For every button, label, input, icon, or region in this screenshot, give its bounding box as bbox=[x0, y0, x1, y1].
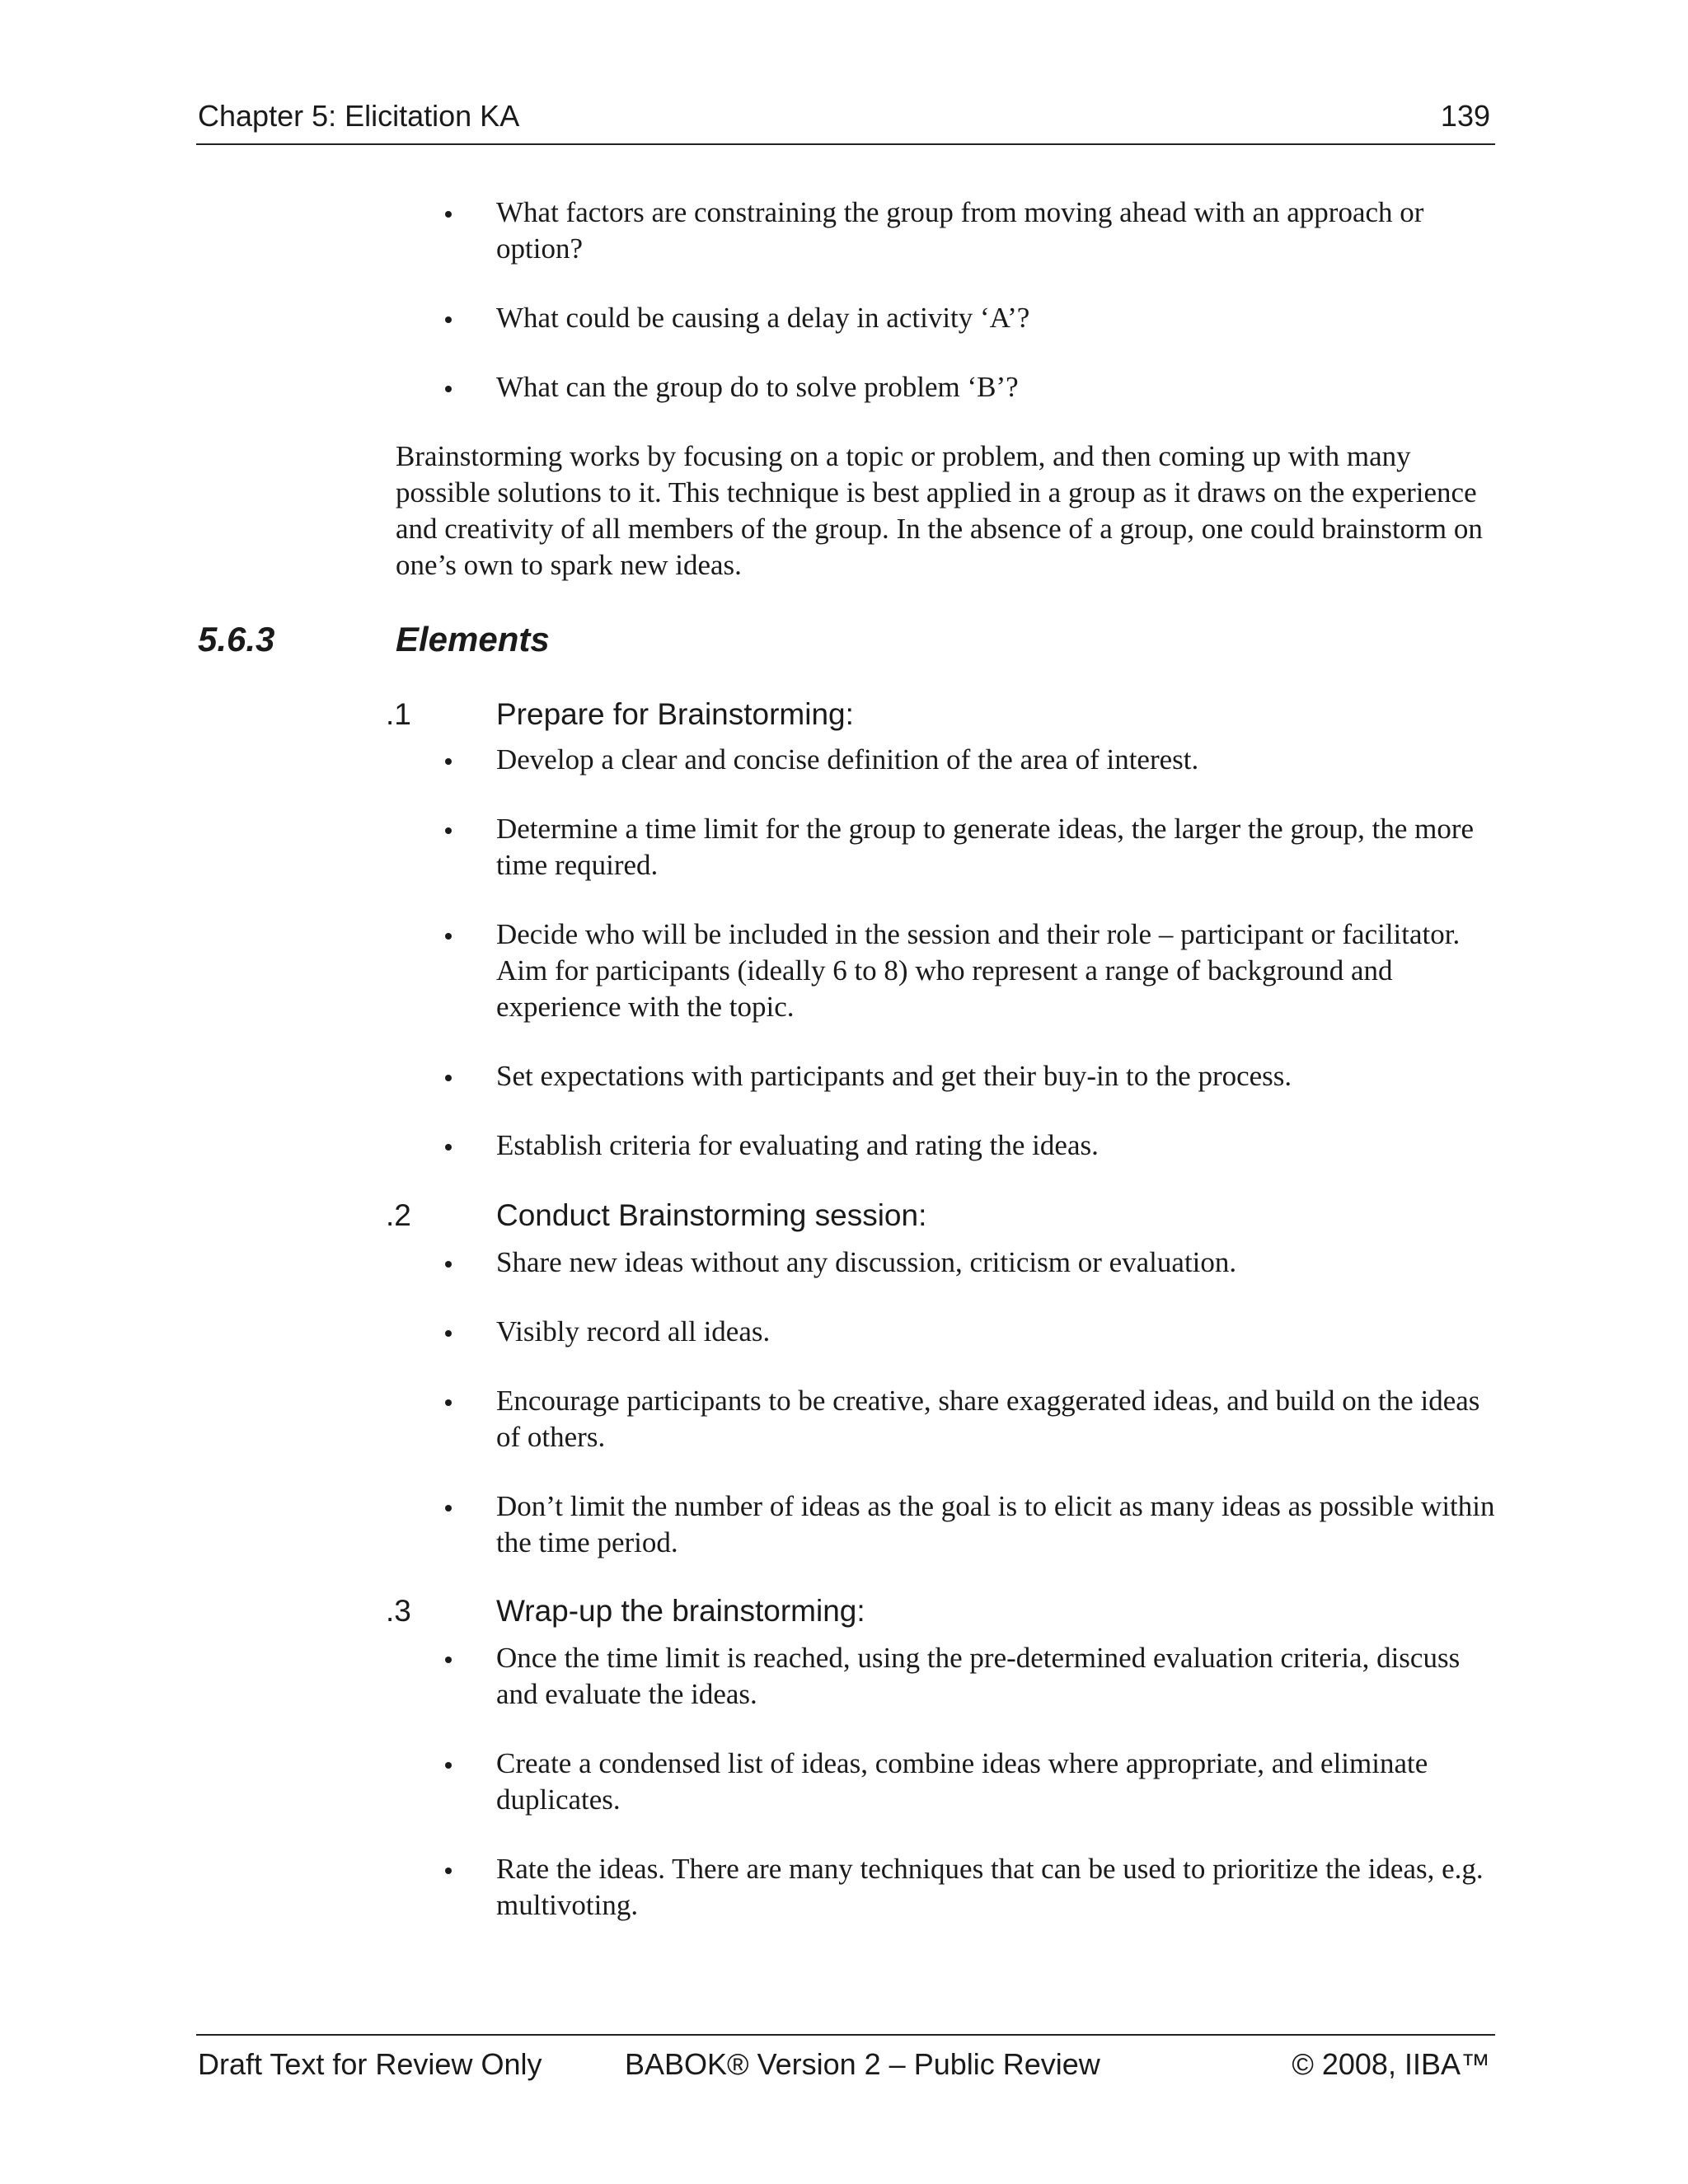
bullet-dot bbox=[445, 1144, 452, 1151]
list-item: Develop a clear and concise definition of the area of interest. bbox=[496, 743, 1199, 776]
list-item: Encourage participants to be creative, share exaggerated ideas, and build on the ideas of others. bbox=[496, 1385, 1480, 1453]
element-number: .1 bbox=[386, 697, 411, 731]
list-item: What factors are constraining the group from moving ahead with an approach or option? bbox=[496, 196, 1424, 265]
bullet-dot bbox=[445, 933, 452, 940]
list-item: Establish criteria for evaluating and rating the ideas. bbox=[496, 1129, 1099, 1161]
body-paragraph: Brainstorming works by focusing on a topic or problem, and then coming up with many possible solutions to it. This technique is best applied in a group as it draws on the experience and creativity of all members of the group. In the absence of a group, one could brainstorm on one’s own to spark new ideas. bbox=[396, 440, 1483, 581]
bullet-dot bbox=[445, 1762, 452, 1769]
footer-draft-notice: Draft Text for Review Only bbox=[198, 2047, 542, 2081]
footer-copyright: © 2008, IIBA™ bbox=[1292, 2047, 1490, 2081]
element-heading bbox=[386, 1198, 1457, 1240]
list-item: Visibly record all ideas. bbox=[496, 1315, 771, 1347]
list-item: Set expectations with participants and get their buy-in to the process. bbox=[496, 1060, 1292, 1092]
element-heading bbox=[386, 1594, 1457, 1635]
bullet-dot bbox=[445, 1505, 452, 1511]
bullet-dot bbox=[445, 1330, 452, 1337]
bullet-dot bbox=[445, 1261, 452, 1268]
bullet-dot bbox=[445, 1399, 452, 1406]
element-title: Wrap-up the brainstorming: bbox=[496, 1594, 865, 1628]
footer-version: BABOK® Version 2 – Public Review bbox=[625, 2047, 1100, 2081]
list-item: Decide who will be included in the session and their role – participant or facilitator. Aim for participants (ideally 6 to 8) who represent a range of background and experience with the topic. bbox=[496, 918, 1461, 1023]
page-footer bbox=[196, 2034, 1495, 2085]
bullet-dot bbox=[445, 211, 452, 218]
bullet-dot bbox=[445, 758, 452, 765]
bullet-dot bbox=[445, 827, 452, 834]
page-number: 139 bbox=[1440, 99, 1490, 133]
element-number: .2 bbox=[386, 1198, 411, 1232]
list-item: Create a condensed list of ideas, combine ideas where appropriate, and eliminate duplicates. bbox=[496, 1747, 1428, 1816]
chapter-title: Chapter 5: Elicitation KA bbox=[198, 99, 520, 133]
bullet-dot bbox=[445, 1868, 452, 1874]
list-item: Share new ideas without any discussion, criticism or evaluation. bbox=[496, 1246, 1237, 1278]
bullet-dot bbox=[445, 1075, 452, 1081]
section-heading bbox=[196, 620, 1432, 669]
element-title: Conduct Brainstorming session: bbox=[496, 1198, 927, 1232]
bullet-dot bbox=[445, 316, 452, 323]
list-item: Determine a time limit for the group to generate ideas, the larger the group, the more time required. bbox=[496, 813, 1475, 881]
section-title: Elements bbox=[396, 620, 550, 658]
element-heading bbox=[386, 697, 1457, 738]
list-item: Once the time limit is reached, using the pre-determined evaluation criteria, discuss and evaluate the ideas. bbox=[496, 1642, 1461, 1710]
list-item: What can the group do to solve problem ‘B’? bbox=[496, 371, 1019, 403]
element-number: .3 bbox=[386, 1594, 411, 1628]
list-item: Don’t limit the number of ideas as the goal is to elicit as many ideas as possible within the time period. bbox=[496, 1490, 1495, 1558]
bullet-dot bbox=[445, 386, 452, 392]
element-title: Prepare for Brainstorming: bbox=[496, 697, 854, 731]
bullet-dot bbox=[445, 1657, 452, 1663]
section-number: 5.6.3 bbox=[198, 620, 275, 658]
list-item: Rate the ideas. There are many techniques that can be used to prioritize the ideas, e.g. multivoting. bbox=[496, 1853, 1484, 1921]
list-item: What could be causing a delay in activity ‘A’? bbox=[496, 302, 1030, 334]
page-header bbox=[196, 97, 1495, 145]
